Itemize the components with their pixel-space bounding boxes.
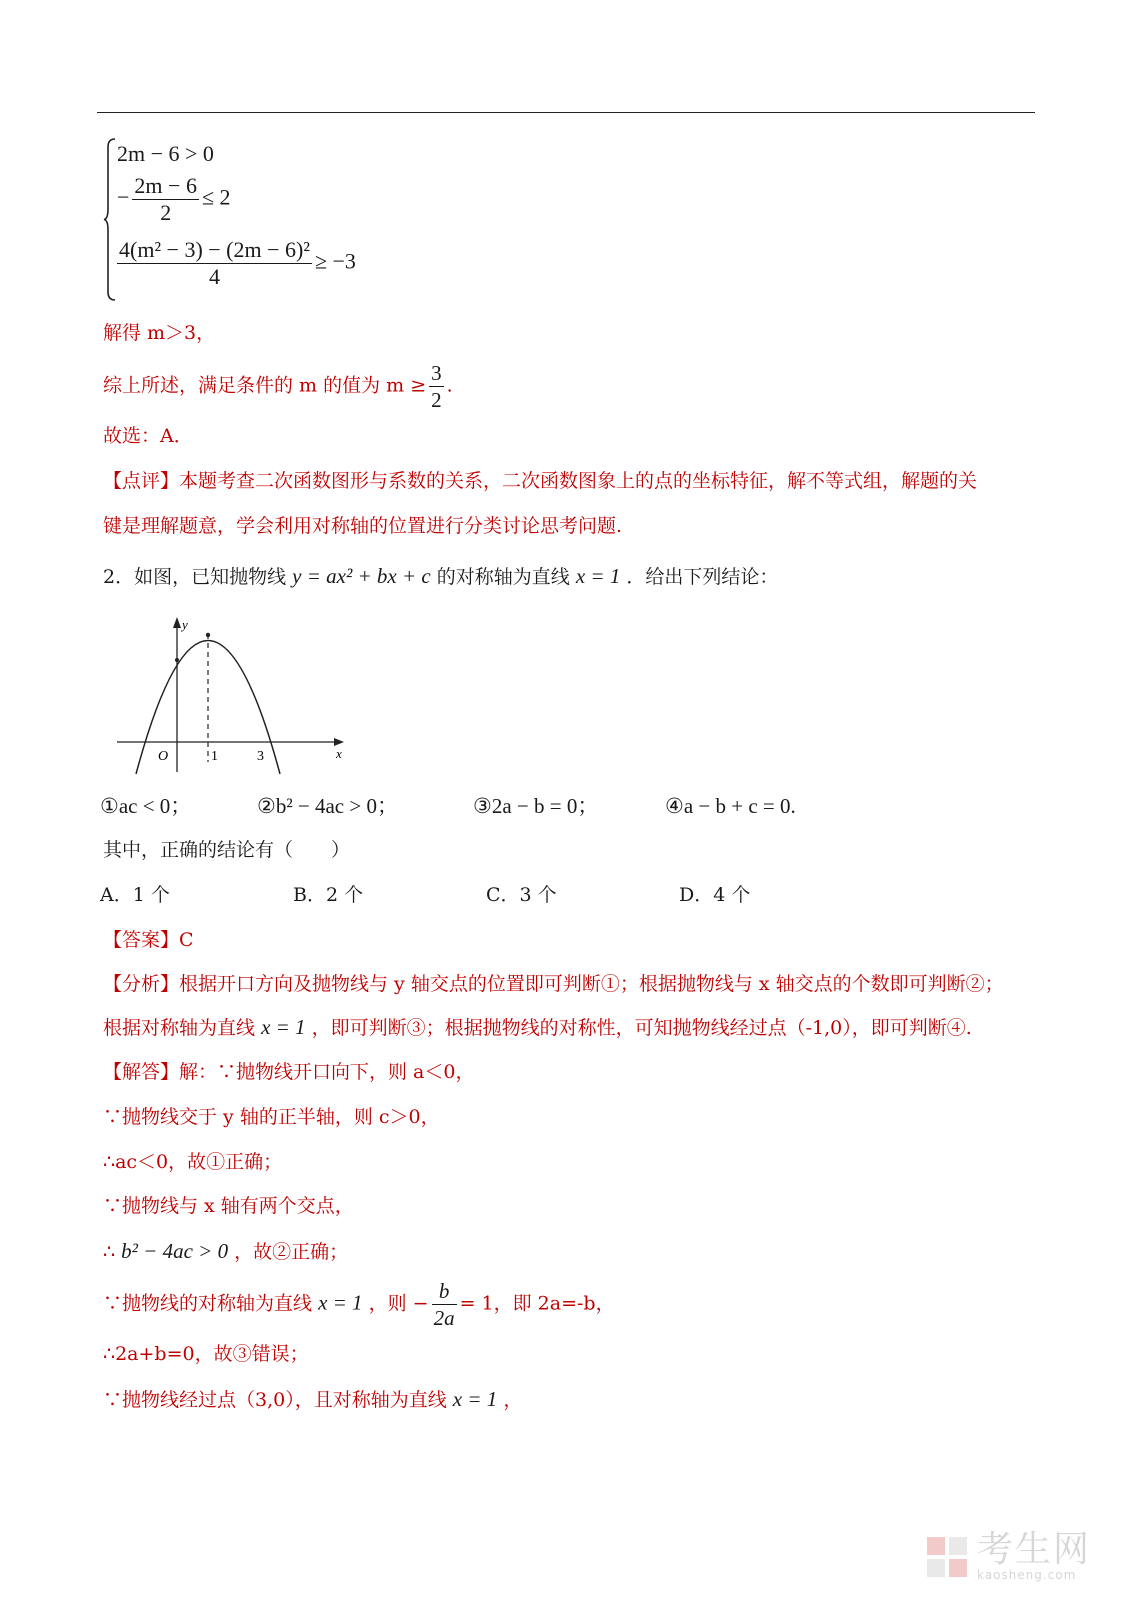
fraction-numerator: 3: [431, 361, 442, 385]
answer-line: 【答案】C: [103, 929, 194, 951]
solution-step-2: ∵抛物线交于 y 轴的正半轴，则 c＞0，: [103, 1106, 440, 1128]
system-row-2: [117, 173, 231, 226]
header-rule: [97, 112, 1035, 113]
system-row-1: 2m − 6 > 0: [117, 141, 214, 166]
fraction-numerator: b: [432, 1278, 457, 1305]
solution-step-1: 【解答】解：∵抛物线开口向下，则 a＜0，: [103, 1061, 475, 1083]
solution-line-2-text: 综上所述，满足条件的 m 的值为 m ≥: [103, 374, 427, 397]
solution-step-5-text: ，故②正确；: [234, 1241, 349, 1263]
conclusion-3: ③2a − b = 0；: [473, 794, 599, 818]
conclusion-1: ①ac < 0；: [100, 794, 192, 818]
solution-step-6-text-3: = 1，即 2a=-b，: [459, 1292, 615, 1315]
axis-equation: x = 1: [318, 1290, 363, 1315]
tick-label-3: 3: [257, 749, 264, 764]
stem-text-3: ．给出下列结论：: [626, 566, 779, 588]
solution-step-3: ∴ac＜0，故①正确；: [103, 1151, 283, 1173]
solution-step-6: [103, 1278, 615, 1331]
row2-numerator: 2m − 6: [134, 173, 197, 198]
row3-numerator: 4(m² − 3) − (2m − 6)²: [119, 237, 310, 262]
solution-step-7: ∴2a+b=0，故③错误；: [103, 1343, 309, 1365]
row3-denominator: 4: [208, 264, 220, 289]
watermark-url: kaosheng.com: [976, 1568, 1077, 1582]
choice-a: A．1 个: [100, 884, 170, 906]
y-label: y: [182, 617, 188, 632]
stem-text-2: 的对称轴为直线: [436, 566, 570, 588]
conclusion-2: ②b² − 4ac > 0；: [257, 794, 398, 818]
choice-c: C．3 个: [486, 884, 557, 906]
watermark: [925, 1529, 1091, 1582]
period: .: [446, 374, 453, 397]
fraction-denominator: 2a: [433, 1306, 455, 1330]
solution-line-2: [103, 360, 453, 413]
y-intercept-point: [175, 658, 179, 662]
x-axis-arrow: [334, 738, 344, 746]
axis-equation: x = 1: [575, 564, 621, 588]
origin-label: O: [158, 749, 169, 764]
choice-b: B．2 个: [293, 884, 364, 906]
tick-label-1: 1: [211, 749, 218, 764]
stem-text-1: 2．如图，已知抛物线: [103, 566, 287, 588]
analysis-line-2: [103, 1015, 972, 1040]
comment-line-1: 【点评】本题考查二次函数图形与系数的关系，二次函数图象上的点的坐标特征，解不等式组，解题的关: [103, 470, 978, 492]
vertex-point: [206, 633, 210, 637]
question-2-stem: [103, 564, 778, 589]
therefore-sign: ∴: [103, 1241, 116, 1263]
axis-equation: x = 1: [452, 1387, 498, 1411]
solution-step-6-text-1: ∵抛物线的对称轴为直线: [103, 1292, 313, 1315]
question-ask: 其中，正确的结论有（ ）: [103, 839, 351, 861]
inequality-system: [103, 137, 403, 307]
analysis-text-2: ，即可判断③；根据抛物线的对称性，可知抛物线经过点（-1,0），即可判断④.: [311, 1017, 972, 1039]
watermark-logo-icon: [925, 1535, 969, 1579]
system-row-3: [117, 237, 356, 290]
x-label: x: [336, 746, 342, 761]
solution-step-4: ∵抛物线与 x 轴有两个交点，: [103, 1195, 354, 1217]
comment-line-2: 键是理解题意，学会利用对称轴的位置进行分类讨论思考问题.: [103, 515, 623, 537]
choice-d: D．4 个: [679, 884, 751, 906]
solution-step-6-text-2: ，则 −: [368, 1292, 429, 1315]
solution-line-3: 故选：A．: [103, 425, 193, 447]
parabola-graph: [112, 612, 352, 777]
row2-denominator: 2: [160, 200, 172, 225]
row2-tail: ≤ 2: [201, 184, 231, 210]
analysis-text-1: 根据对称轴为直线: [103, 1017, 256, 1039]
discriminant-expression: b² − 4ac > 0: [121, 1239, 229, 1263]
solution-step-8-text-2: ，: [503, 1389, 523, 1411]
left-brace: [103, 137, 117, 302]
minus-sign: −: [117, 184, 130, 210]
y-axis-arrow: [173, 617, 181, 628]
solution-step-5: [103, 1239, 348, 1264]
solution-step-8: [103, 1387, 522, 1412]
fraction-denominator: 2: [431, 388, 442, 412]
axis-equation: x = 1: [261, 1015, 306, 1039]
conclusion-4: ④a − b + c = 0.: [665, 794, 796, 818]
solution-step-8-text-1: ∵抛物线经过点（3,0），且对称轴为直线: [103, 1389, 447, 1411]
watermark-text: 考生网: [976, 1529, 1091, 1570]
solution-line-1: 解得 m＞3，: [103, 322, 216, 344]
parabola-equation: y = ax² + bx + c: [292, 564, 431, 588]
analysis-line-1: 【分析】根据开口方向及抛物线与 y 轴交点的位置即可判断①；根据抛物线与 x 轴交点的个数即可判断②；: [103, 973, 1004, 995]
row3-tail: ≥ −3: [314, 248, 356, 274]
